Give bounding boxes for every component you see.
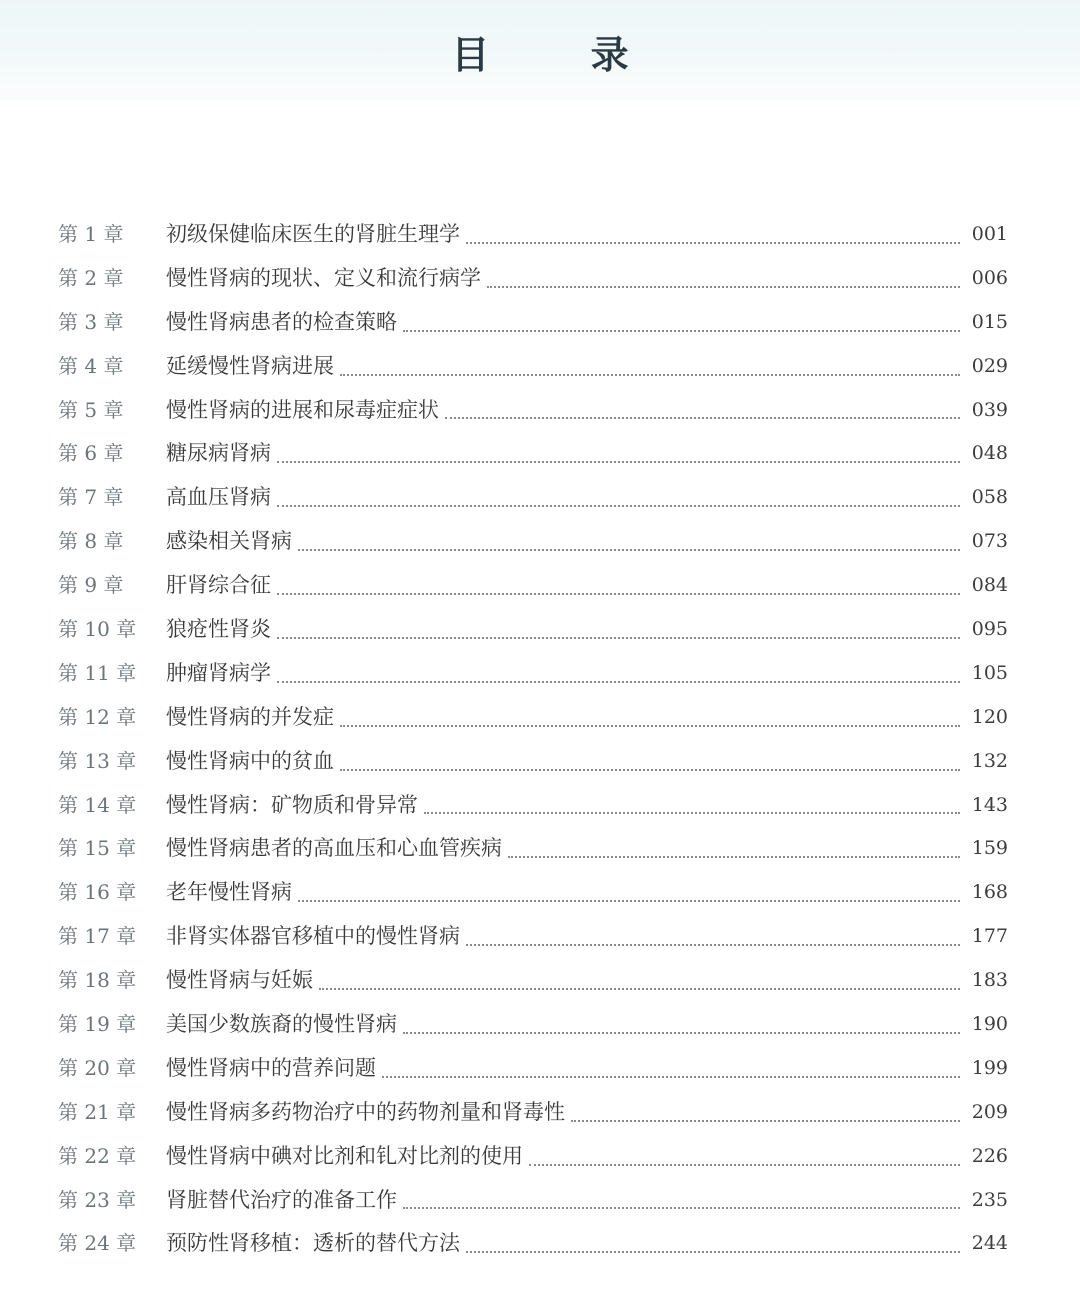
toc-page-number: 073 — [971, 530, 1008, 553]
toc-chapter-number: 第 2 章 — [58, 265, 124, 290]
toc-chapter-number: 第 9 章 — [58, 573, 124, 598]
toc-page-number: 235 — [971, 1188, 1008, 1211]
toc-dot-leader — [403, 329, 960, 332]
toc-entry-chapter-19 — [58, 1003, 1008, 1047]
toc-dot-leader — [571, 1119, 960, 1122]
toc-entry-chapter-24 — [58, 1222, 1008, 1266]
toc-page-number: 029 — [971, 354, 1008, 377]
toc-chapter-title: 慢性肾病患者的检查策略 — [166, 309, 397, 334]
toc-page-number: 058 — [971, 486, 1008, 509]
toc-dot-leader — [403, 1206, 960, 1209]
toc-chapter-title: 肝肾综合征 — [166, 573, 271, 598]
toc-chapter-title: 感染相关肾病 — [166, 529, 292, 554]
toc-chapter-number: 第 19 章 — [58, 1012, 137, 1037]
toc-chapter-number: 第 17 章 — [58, 924, 137, 949]
toc-dot-leader — [424, 811, 960, 814]
toc-entry-chapter-15 — [58, 827, 1008, 871]
toc-dot-leader — [277, 504, 960, 507]
toc-chapter-number: 第 5 章 — [58, 397, 124, 422]
toc-chapter-number: 第 12 章 — [58, 704, 137, 729]
toc-entry-chapter-23 — [58, 1179, 1008, 1223]
toc-dot-leader — [445, 416, 960, 419]
toc-dot-leader — [277, 680, 960, 683]
toc-page-number: 183 — [971, 969, 1008, 992]
toc-entry-chapter-22 — [58, 1135, 1008, 1179]
toc-page-number: 226 — [971, 1144, 1008, 1167]
toc-entry-chapter-5 — [58, 389, 1008, 433]
toc-chapter-title: 慢性肾病的进展和尿毒症症状 — [166, 397, 439, 422]
toc-chapter-title: 肿瘤肾病学 — [166, 660, 271, 685]
toc-dot-leader — [529, 1163, 960, 1166]
toc-dot-leader — [487, 285, 960, 288]
toc-chapter-title: 肾脏替代治疗的准备工作 — [166, 1187, 397, 1212]
toc-chapter-number: 第 18 章 — [58, 968, 137, 993]
toc-entry-chapter-11 — [58, 652, 1008, 696]
toc-chapter-number: 第 16 章 — [58, 880, 137, 905]
toc-page-number: 244 — [971, 1232, 1008, 1255]
toc-page-number: 039 — [971, 398, 1008, 421]
toc-chapter-number: 第 15 章 — [58, 836, 137, 861]
toc-chapter-title: 预防性肾移植：透析的替代方法 — [166, 1231, 460, 1256]
toc-entry-chapter-9 — [58, 564, 1008, 608]
toc-entry-chapter-16 — [58, 871, 1008, 915]
toc-dot-leader — [466, 1250, 960, 1253]
toc-chapter-number: 第 10 章 — [58, 617, 137, 641]
toc-chapter-title: 非肾实体器官移植中的慢性肾病 — [166, 924, 460, 949]
toc-chapter-title: 糖尿病肾病 — [166, 441, 271, 466]
toc-page-number: 015 — [971, 310, 1008, 333]
toc-chapter-number: 第 13 章 — [58, 748, 137, 773]
toc-chapter-title: 延缓慢性肾病进展 — [166, 353, 334, 378]
toc-chapter-title: 慢性肾病中的贫血 — [166, 748, 334, 773]
toc-chapter-number: 第 22 章 — [58, 1143, 137, 1168]
toc-entry-chapter-18 — [58, 959, 1008, 1003]
toc-page-number: 084 — [971, 574, 1008, 597]
toc-dot-leader — [298, 548, 960, 551]
toc-dot-leader — [508, 855, 960, 858]
toc-dot-leader — [382, 1075, 960, 1078]
toc-chapter-title: 慢性肾病中碘对比剂和钆对比剂的使用 — [166, 1143, 523, 1168]
toc-entry-chapter-17 — [58, 915, 1008, 959]
toc-page-number: 177 — [971, 925, 1008, 948]
toc-chapter-number: 第 20 章 — [58, 1055, 137, 1080]
toc-chapter-title: 慢性肾病的并发症 — [166, 704, 334, 729]
toc-entry-chapter-13 — [58, 740, 1008, 784]
toc-page-number: 168 — [971, 881, 1008, 904]
toc-chapter-title: 慢性肾病中的营养问题 — [166, 1055, 376, 1080]
toc-entry-chapter-20 — [58, 1047, 1008, 1091]
toc-chapter-number: 第 1 章 — [58, 221, 124, 246]
toc-chapter-title: 慢性肾病：矿物质和骨异常 — [166, 792, 418, 817]
toc-dot-leader — [466, 241, 960, 244]
toc-page-number: 159 — [971, 837, 1008, 860]
toc-chapter-number: 第 11 章 — [58, 660, 137, 685]
toc-dot-leader — [277, 636, 960, 639]
toc-dot-leader — [340, 724, 960, 727]
toc-chapter-number: 第 6 章 — [58, 441, 124, 466]
toc-page-number: 199 — [971, 1056, 1008, 1079]
toc-dot-leader — [298, 899, 960, 902]
toc-chapter-number: 第 14 章 — [58, 792, 137, 817]
toc-page-number: 190 — [971, 1013, 1008, 1036]
toc-chapter-title: 慢性肾病与妊娠 — [166, 968, 313, 993]
toc-chapter-title: 老年慢性肾病 — [166, 880, 292, 905]
table-of-contents — [58, 213, 1008, 1266]
toc-dot-leader — [340, 768, 960, 771]
toc-entry-chapter-3 — [58, 301, 1008, 345]
toc-page-number: 048 — [971, 442, 1008, 465]
toc-entry-chapter-6 — [58, 432, 1008, 476]
toc-chapter-number: 第 24 章 — [58, 1231, 137, 1256]
toc-chapter-number: 第 7 章 — [58, 485, 124, 510]
toc-chapter-title: 慢性肾病多药物治疗中的药物剂量和肾毒性 — [166, 1099, 565, 1124]
toc-chapter-number: 第 23 章 — [58, 1187, 137, 1212]
toc-page-number: 105 — [971, 661, 1008, 684]
toc-page-number: 120 — [971, 705, 1008, 728]
toc-entry-chapter-8 — [58, 520, 1008, 564]
toc-dot-leader — [277, 460, 960, 463]
toc-chapter-title: 慢性肾病患者的高血压和心血管疾病 — [166, 836, 502, 861]
toc-dot-leader — [319, 987, 960, 990]
toc-entry-chapter-2 — [58, 257, 1008, 301]
toc-chapter-number: 第 3 章 — [58, 309, 124, 334]
toc-dot-leader — [340, 373, 960, 376]
toc-dot-leader — [403, 1031, 960, 1034]
toc-page-number: 132 — [971, 749, 1008, 772]
toc-chapter-title: 美国少数族裔的慢性肾病 — [166, 1012, 397, 1037]
toc-chapter-number: 第 21 章 — [58, 1099, 137, 1124]
toc-page-number: 209 — [971, 1100, 1008, 1123]
toc-entry-chapter-7 — [58, 476, 1008, 520]
toc-chapter-number: 第 4 章 — [58, 353, 124, 378]
toc-entry-chapter-1 — [58, 213, 1008, 257]
toc-entry-chapter-10 — [58, 608, 1008, 652]
toc-entry-chapter-4 — [58, 345, 1008, 389]
toc-chapter-title: 高血压肾病 — [166, 485, 271, 510]
toc-entry-chapter-12 — [58, 696, 1008, 740]
toc-chapter-title: 慢性肾病的现状、定义和流行病学 — [166, 265, 481, 290]
toc-dot-leader — [466, 943, 960, 946]
toc-chapter-number: 第 8 章 — [58, 529, 124, 554]
toc-dot-leader — [277, 592, 960, 595]
toc-page-number: 006 — [971, 266, 1008, 289]
toc-chapter-title: 初级保健临床医生的肾脏生理学 — [166, 221, 460, 246]
toc-page-number: 143 — [971, 793, 1008, 816]
page-title: 目 录 — [451, 32, 673, 77]
toc-entry-chapter-21 — [58, 1091, 1008, 1135]
toc-chapter-title: 狼疮性肾炎 — [166, 617, 271, 641]
toc-page-number: 095 — [971, 618, 1008, 640]
toc-page-number: 001 — [971, 222, 1008, 245]
toc-entry-chapter-14 — [58, 784, 1008, 828]
